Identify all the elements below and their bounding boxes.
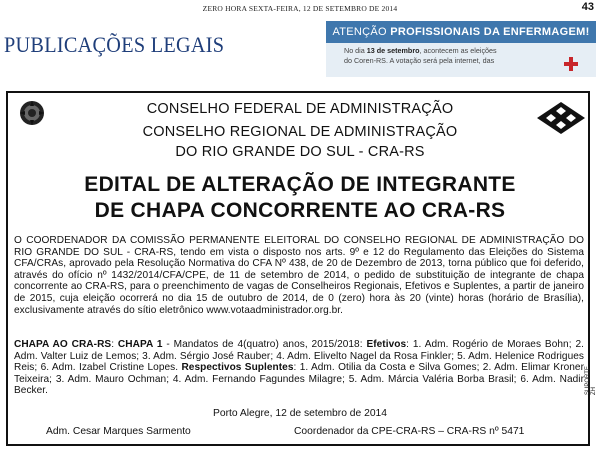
red-cross-icon (564, 57, 578, 71)
chapa-sep: : (111, 339, 118, 350)
suplentes-list: : 1. Adm. Otilia da Costa e Silva Gomes; 2. Adm. Elimar Kroner Teixeira; 3. Adm. Mauro Ochman; 4. Adm. Fernando Fagundes Milagre; 5. Adm. Márcia Valéria Borba Brasil; 6. Adm. Nadir Becker. (14, 362, 585, 397)
page-number: 43 (581, 1, 594, 13)
suplentes-label: Respectivos Suplentes (181, 362, 294, 374)
chapa-paragraph (14, 339, 584, 397)
notice-paragraph: O COORDENADOR DA COMISSÃO PERMANENTE ELEITORAL DO CONSELHO REGIONAL DE ADMINISTRAÇÃO DO RIO GRANDE DO SUL - CRA-RS, tendo em vista o disposto nos arts. 9º e 12 do Regulamento das Eleições do Sistema CFA/CRAs, aprovado pela Resolução Normativa do CFA Nº 438, de 20 de Dezembro de 2013, torna público que foi deferido, através do ofício nº 1432/2014/CFA/CPE, de 11 de setembro de 2014, o pedido de substituição de integrante de chapa concorrente ao CRA-RS, para o preenchimento de vagas de Conselheiros Regionais, Efetivos e Suplentes, a partir de janeiro de 2015, cuja eleição ocorrerá no dia 15 de outubro de 2014, de 0 (zero) hora às 20 (vinte) horas (horário de Brasília), exclusivamente através do sítio eletrônico www.votaadministrador.org.br. (14, 235, 584, 316)
efetivos-list: : 1. Adm. Rogério de Moraes Bohn; 2. Adm. Valter Luiz de Lemos; 3. Adm. Sérgio José Rauber; 4. Adm. Elivelto Nagel da Rosa Finkler; 5. Adm. Helenice Rodrigues Reis; 6. Adm. Izabel Cristine Lopes. (14, 339, 584, 374)
banner-line-2: do Coren-RS. A votação será pela internet, das (344, 56, 495, 65)
chapa-mandate: - Mandatos de 4(quatro) anos, 2015/2018: (162, 339, 367, 350)
banner-line1-bold: 13 de setembro (366, 46, 420, 55)
banner-line1-a: No dia (344, 46, 367, 55)
advert-banner[interactable] (326, 21, 596, 77)
banner-line-1 (344, 46, 590, 56)
signatory-name: Adm. Cesar Marques Sarmento (46, 426, 191, 437)
org-line-3: DO RIO GRANDE DO SUL - CRA-RS (175, 144, 425, 160)
chapa-name: CHAPA 1 (117, 339, 163, 350)
banner-headline-bold: PROFISSIONAIS DA ENFERMAGEM! (390, 26, 590, 38)
banner-headline (326, 21, 596, 43)
notice-date: Porto Alegre, 12 de setembro de 2014 (212, 408, 388, 419)
signatory-role: Coordenador da CPE-CRA-RS – CRA-RS nº 5471 (294, 426, 525, 437)
org-line-2: CONSELHO REGIONAL DE ADMINISTRAÇÃO (142, 124, 458, 140)
banner-prefix: ATENÇÃO (332, 26, 391, 38)
section-title: PUBLICAÇÕES LEGAIS (4, 32, 225, 57)
notice-title-1: EDITAL DE ALTERAÇÃO DE INTEGRANTE (84, 173, 516, 196)
banner-line1-b: , acontecem as eleições (419, 46, 497, 55)
side-tag: SUPORTE ZH (585, 366, 597, 395)
newspaper-header (0, 0, 600, 16)
header-dateline: ZERO HORA SEXTA-FEIRA, 12 DE SETEMBRO DE 2014 (202, 4, 398, 13)
notice-title-2: DE CHAPA CONCORRENTE AO CRA-RS (94, 199, 506, 222)
org-line-1: CONSELHO FEDERAL DE ADMINISTRAÇÃO (146, 101, 454, 117)
efetivos-label: Efetivos (366, 339, 407, 350)
banner-body (326, 43, 596, 66)
chapa-label: CHAPA AO CRA-RS (14, 339, 112, 350)
